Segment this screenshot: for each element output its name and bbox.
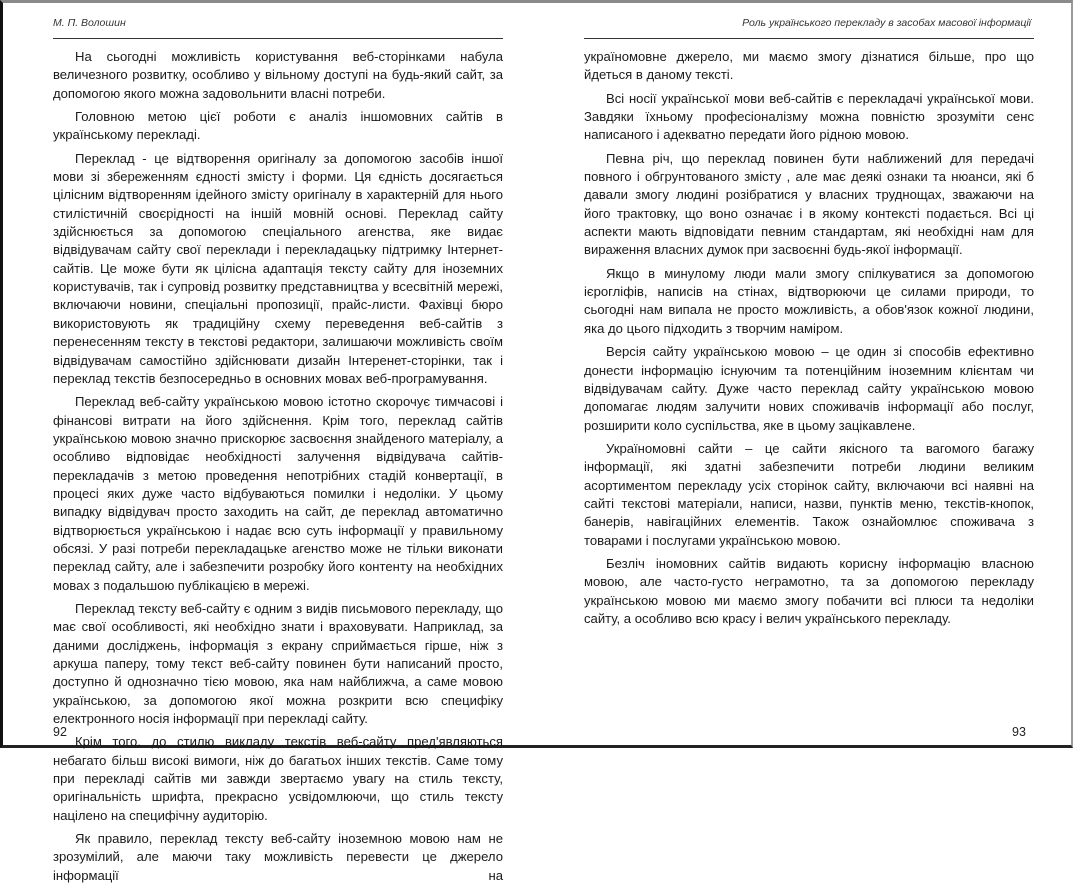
paragraph: Як правило, переклад тексту веб-сайту іноземною мовою нам не зрозумілий, але маючи таку можливість перевести це джерело інформації на	[53, 831, 503, 883]
paragraph: Певна річ, що переклад повинен бути наближений для передачі повного і обгрунтованого змісту , але має деякі ознаки та нюанси, які б давали змогу людині розібратися у власних труднощах, зважаючи на його трактовку, що воно означає і в якому контексті подається. Всі ці аспекти мають відповідати певним стандартам, які необхідні нам для вираження власних думок при засвоєнні будь-якої інформації.	[584, 150, 1034, 258]
paragraph: Крім того, до стилю викладу текстів веб-сайту пред'являються небагато більш високі вимоги, ніж до багатьох інших текстів. Саме тому при перекладі сайтів ми завжди звертаємо увагу на стиль тексту, оригінальність шрифта, прекрасно усвідомлюючи, що стиль тексту націлено на специфічну аудиторію.	[53, 734, 503, 823]
paragraph: Переклад тексту веб-сайту є одним з видів письмового перекладу, що має свої особливості, які необхідно знати і враховувати. Наприклад, за даними досліджень, інформація з екрану сприймається гірше, ніж з аркуша паперу, тому текст веб-сайту повинен бути написаний просто, доступно й однозначно тією мовою, яка нам найближча, а саме мовою українською, за допомогою якої можна розкрити всю специфіку електронного носія інформації при перекладі сайту.	[53, 600, 503, 727]
running-head-author: М. П. Волошин	[53, 17, 126, 29]
paragraph: Головною метою цієї роботи є аналіз іншомовних сайтів в українському перекладі.	[53, 109, 503, 143]
paragraph: Версія сайту українською мовою – це один зі способів ефективно донести інформацію існуючим та потенційним іноземним клієнтам чи відвідувачам сайту. Дуже часто переклад сайту українською мовою допомагає людям залучити нових споживачів інформації або послуг, розширити коло суспільства, яке в цьому зацікавлене.	[584, 344, 1034, 433]
paragraph: Україномовні сайти – це сайти якісного та вагомого багажу інформації, які здатні забезпечити потреби людини великим асортиментом перекладу усіх сторінок сайту, включаючи всі наявні на сайті текстові матеріали, написи, назви, пунктів меню, текстів-кнопок, банерів, навігаційних елементів. Також ознайомлює споживача з товарами і послугами українською мовою.	[584, 440, 1034, 548]
paragraph: Переклад - це відтворення оригіналу за допомогою засобів іншої мови зі збереженням єдності змісту і форми. Ця єдність досягається цілісним відтворенням ідейного змісту оригіналу в характерній для нього стилістичній своєрідності на іншій мовній основі. Переклад сайту здійснюється за допомогою спеціального агенства, яке видає відвідувачам сайту свої переклади і перекладацьку підтримку Інтернет-сайтів. Це може бути як цілісна адаптація тексту сайту для іноземних користувачів, так і супровід розвитку представництва у всесвітній мережі, включаючи новини, спеціальні пропозиції, прайс-листи. Фахівці бюро використовують як традиційну схему переведення веб-сайтів з перенесенням тексту в текстові редактори, залишаючи можливість своїм відвідувачам самостійно здійснювати дизайн Інтеренет-сторінки, так і переклад текстів безпосередньо в основних мовах веб-програмування.	[53, 150, 503, 386]
paragraph: Всі носії української мови веб-сайтів є перекладачі української мови. Завдяки їхньому професіоналізму можна повністю зрозуміти сенс написаного і адекватно передати його рідною мовою.	[584, 90, 1034, 143]
page-number: 92	[53, 725, 67, 739]
page-body	[53, 48, 503, 890]
paragraph: Переклад веб-сайту українською мовою істотно скорочує тимчасові і фінансові витрати на його здійснення. Крім того, переклад сайтів українською мовою значно прискорює засвоєння знайденого матеріалу, а особливо відповідає необхідності залучення відвідувача сайтів-перекладачів з метою проведення непотрібних стадій конвертації, в процесі яких дуже часто відбуваються помилки і недоліки. У цьому випадку відвідувач просто заходить на сайт, де переклад автоматично відтворюється українською і надає всю суть інформації у правильному обсязі. У разі потреби перекладацьке агенство може не тільки виконати переклад сайту, але і забезпечити розробку його контенту на необхідних мовах з подальшою публікацією в мережі.	[53, 394, 503, 593]
page-number: 93	[1012, 725, 1026, 739]
paragraph: На сьогодні можливість користування веб-сторінками набула величезного розвитку, особливо у вільному доступі на будь-який сайт, за допомогою якого можна задовольнити власні потреби.	[53, 49, 503, 101]
running-head-title: Роль українського перекладу в засобах масової інформації	[742, 17, 1031, 29]
header-rule	[53, 38, 503, 39]
right-page	[539, 3, 1073, 748]
paragraph: Якщо в минулому люди мали змогу спілкуватися за допомогою ієрогліфів, написів на стінах, відтворюючи це силами природи, то сьогодні нам випала не просто можливість, а обов'язок кожної людини, яка до цього підходить з творчим наміром.	[584, 265, 1034, 336]
header-rule	[584, 38, 1034, 39]
paragraph-continued: україномовне джерело, ми маємо змогу дізнатися більше, про що йдеться в даному тексті.	[584, 49, 1034, 83]
page-body	[584, 48, 1034, 633]
left-page	[3, 3, 539, 883]
paragraph: Безліч іномовних сайтів видають корисну інформацію власною мовою, але часто-густо неграмотно, та за допомогою перекладу українською мовою ми маємо змогу побачити всі плюси та недоліки сайту, а особливо всю красу і велич українського перекладу.	[584, 555, 1034, 626]
